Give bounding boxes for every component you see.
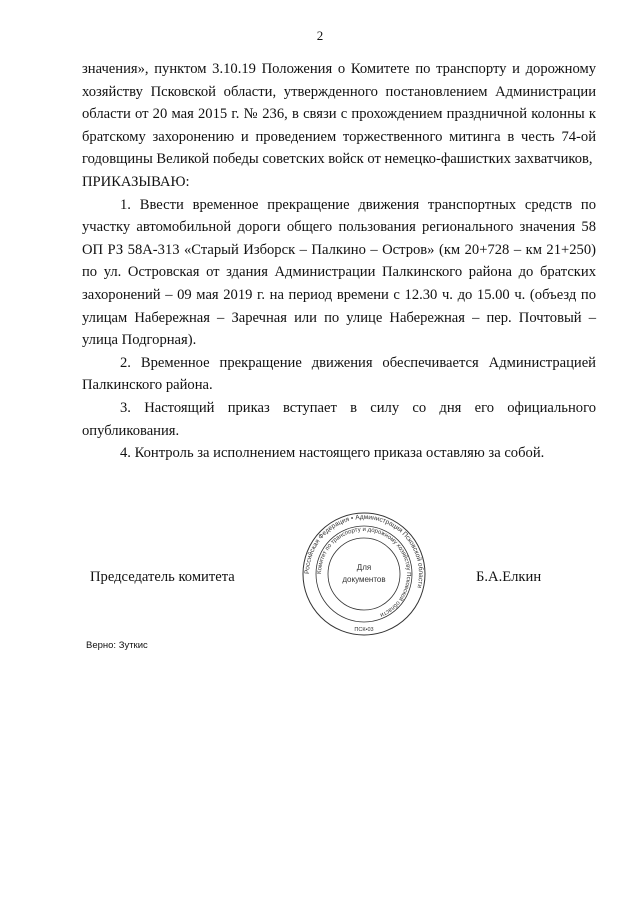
copy-certification-note: Верно: Зуткис: [86, 640, 148, 651]
page-number: 2: [316, 28, 324, 43]
document-body: [82, 58, 596, 465]
seal-center-line-1: Для: [356, 563, 372, 572]
seal-bottom-text: ПСК•03: [354, 627, 374, 633]
order-item-4: 4. Контроль за исполнением настоящего приказа оставляю за собой.: [120, 445, 545, 462]
intro-paragraph: значения», пунктом 3.10.19 Положения о Комитете по транспорту и дорожному хозяйству Псковской области, утвержденного постановлением Администрации области от 20 мая 2015 г. № 236, в связи с прохождением праздничной колонны к братскому захоронению и проведением торжественного митинга в честь 74-ой годовщины Великой победы советских войск от немецко-фашистких захватчиков,: [82, 61, 596, 168]
signatory-name: Б.А.Елкин: [476, 569, 542, 585]
order-heading: ПРИКАЗЫВАЮ:: [82, 173, 190, 190]
seal-inner-text: Комитет по транспорту и дорожному хозяйству Псковской области: [316, 526, 412, 618]
order-item-1: 1. Ввести временное прекращение движения транспортных средств по участку автомобильной дороги общего пользования регионального значения 58 ОП РЗ 58А-313 «Старый Изборск – Палкино – Остров» (км 20+728 – км 21+250) по ул. Островская от здания Администрации Палкинского района до братских захоронений – 09 мая 2019 г. на период времени с 12.30 ч. до 15.00 ч. (объезд по улицам Набережная – Заречная или по улице Набережная – пер. Почтовый – улица Подгорная).: [82, 196, 596, 349]
order-item-3: 3. Настоящий приказ вступает в силу со дня его официального опубликования.: [82, 399, 596, 439]
seal-center-line-2: документов: [342, 575, 386, 584]
seal-outer-text: Российская Федерация • Администрация Псковской области: [303, 513, 425, 589]
official-seal: [302, 512, 426, 636]
seal-graphic: [302, 512, 426, 636]
order-item-2: 2. Временное прекращение движения обеспечивается Администрацией Палкинского района.: [82, 354, 596, 394]
signatory-title: Председатель комитета: [90, 569, 235, 585]
